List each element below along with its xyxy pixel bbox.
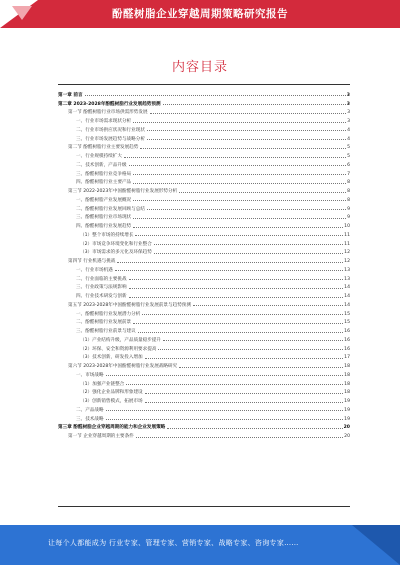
toc-leader-dots bbox=[193, 305, 343, 306]
toc-entry-title: 二、酚醛树脂行业发展回顾与总结 bbox=[76, 206, 145, 212]
toc-entry[interactable] bbox=[58, 185, 350, 194]
toc-entry[interactable] bbox=[58, 317, 350, 326]
toc-entry[interactable] bbox=[58, 177, 350, 186]
toc-entry-title: 一、市场战略 bbox=[76, 372, 104, 378]
toc-page-number: 8 bbox=[347, 189, 350, 194]
toc-leader-dots bbox=[147, 209, 346, 210]
toc-entry[interactable] bbox=[58, 133, 350, 142]
toc-page-number: 11 bbox=[344, 232, 350, 238]
toc-entry-title: 三、行业政策与法规影响 bbox=[76, 285, 127, 291]
header-bar bbox=[0, 0, 400, 28]
toc-page-number: 19 bbox=[344, 407, 350, 413]
toc-entry-title: 一、酚醛树脂产业发展概况 bbox=[76, 197, 132, 203]
toc-entry[interactable] bbox=[58, 264, 350, 273]
toc-entry-title: （1）产业结构升级，产品质量稳步提升 bbox=[80, 337, 162, 343]
toc-leader-dots bbox=[133, 183, 346, 184]
toc-leader-dots bbox=[106, 419, 344, 420]
toc-page-number: 16 bbox=[344, 337, 350, 343]
toc-entry[interactable] bbox=[58, 89, 350, 98]
toc-entry-title: 第一章 前言 bbox=[58, 92, 83, 98]
toc-entry-title: 二、行业市场供应状况和行业现状 bbox=[76, 127, 145, 133]
toc-leader-dots bbox=[154, 244, 343, 245]
toc-entry[interactable] bbox=[58, 360, 350, 369]
toc-leader-dots bbox=[147, 139, 346, 140]
toc-entry-title: （1）整个市场的持续增长 bbox=[80, 232, 134, 238]
toc-leader-dots bbox=[117, 262, 343, 263]
toc-heading: 内容目录 bbox=[171, 60, 228, 75]
toc-entry-title: 二、酚醛树脂行业发展前景 bbox=[76, 320, 132, 326]
footer-corner-decoration bbox=[352, 525, 400, 565]
toc-page-number: 13 bbox=[344, 267, 350, 273]
toc-entry[interactable] bbox=[58, 378, 350, 387]
toc-page-number: 5 bbox=[347, 154, 350, 159]
toc-entry-title: （2）强化企业品牌和形象建设 bbox=[80, 390, 143, 396]
toc-top-rule bbox=[58, 84, 350, 85]
toc-entry[interactable] bbox=[58, 299, 350, 308]
toc-page-number: 19 bbox=[344, 416, 350, 422]
toc-entry-title: 四、酚醛树脂行业主要产品 bbox=[76, 180, 132, 186]
toc-entry[interactable] bbox=[58, 229, 350, 238]
toc-entry[interactable] bbox=[58, 308, 350, 317]
toc-leader-dots bbox=[135, 235, 343, 236]
toc-leader-dots bbox=[136, 437, 343, 438]
toc-entry-title: （2）市场竞争环境变化和行业整合 bbox=[80, 241, 152, 247]
toc-page-number: 3 bbox=[346, 92, 350, 98]
toc-page-number: 9 bbox=[347, 215, 350, 221]
toc-leader-dots bbox=[179, 367, 343, 368]
toc-page-number: 4 bbox=[347, 127, 350, 133]
toc-entry-title: 第三章 酚醛树脂企业穿越周期的能力和企业发展策略 bbox=[58, 425, 166, 431]
footer-bar bbox=[0, 525, 400, 565]
toc-entry[interactable] bbox=[58, 273, 350, 282]
toc-leader-dots bbox=[179, 192, 346, 193]
toc-entry-title: （2）环保、安全和资源利用要求提高 bbox=[80, 346, 157, 352]
toc-entry-title: 第四节 行业机遇与挑战 bbox=[68, 259, 116, 264]
toc-entry[interactable] bbox=[58, 220, 350, 229]
toc-entry[interactable] bbox=[58, 395, 350, 404]
toc-entry[interactable] bbox=[58, 334, 350, 343]
toc-entry[interactable] bbox=[58, 369, 350, 378]
toc-entry[interactable] bbox=[58, 413, 350, 422]
toc-page-number: 13 bbox=[344, 276, 350, 282]
toc-leader-dots bbox=[145, 393, 343, 394]
toc-leader-dots bbox=[126, 384, 343, 385]
toc-entry[interactable] bbox=[58, 142, 350, 151]
toc-page-number: 3 bbox=[346, 101, 350, 107]
toc-page-number: 10 bbox=[344, 224, 350, 229]
toc-leader-dots bbox=[154, 253, 343, 254]
toc-entry-title: 四、行业技术研发与创新 bbox=[76, 294, 127, 299]
toc-leader-dots bbox=[140, 148, 346, 149]
toc-page-number: 20 bbox=[344, 434, 350, 439]
toc-page-number: 7 bbox=[347, 171, 350, 177]
toc-entry-title: 三、技术战略 bbox=[76, 416, 104, 422]
toc-leader-dots bbox=[163, 104, 346, 105]
toc-entry[interactable] bbox=[58, 159, 350, 168]
toc-leader-dots bbox=[133, 122, 346, 123]
toc-leader-dots bbox=[150, 113, 347, 114]
toc-entry[interactable] bbox=[58, 150, 350, 159]
toc-entry-title: 一、酚醛树脂行业发展潜力分析 bbox=[76, 311, 141, 317]
toc-bottom-rule bbox=[58, 506, 350, 507]
toc-page-number: 11 bbox=[344, 241, 350, 247]
toc-entry[interactable] bbox=[58, 282, 350, 291]
toc-entry-title: （3）技术创新，研发投入增加 bbox=[80, 355, 143, 361]
toc-page-number: 4 bbox=[347, 136, 350, 142]
toc-page-number: 9 bbox=[347, 206, 350, 212]
toc-leader-dots bbox=[133, 218, 346, 219]
toc-page-number: 8 bbox=[347, 197, 350, 203]
toc-entry[interactable] bbox=[58, 168, 350, 177]
toc-entry-title: 第二节 酚醛树脂行业主要发展趋势 bbox=[68, 145, 139, 151]
toc-leader-dots bbox=[158, 349, 343, 350]
toc-entry-title: 一、行业市场机遇 bbox=[76, 267, 113, 273]
toc-entry[interactable] bbox=[58, 352, 350, 361]
toc-leader-dots bbox=[115, 270, 343, 271]
toc-leader-dots bbox=[106, 375, 344, 376]
toc-page-number: 12 bbox=[344, 259, 350, 264]
toc-entry-title: 三、行业市场发展趋势与战略分析 bbox=[76, 136, 145, 142]
toc-entry[interactable] bbox=[58, 212, 350, 221]
toc-entry[interactable] bbox=[58, 238, 350, 247]
toc-leader-dots bbox=[163, 340, 343, 341]
toc-leader-dots bbox=[142, 314, 343, 315]
toc-leader-dots bbox=[133, 200, 346, 201]
toc-page-number: 18 bbox=[344, 364, 350, 369]
toc-entry[interactable] bbox=[58, 387, 350, 396]
toc-leader-dots bbox=[138, 332, 343, 333]
toc-entry[interactable] bbox=[58, 203, 350, 212]
toc-page-number: 14 bbox=[344, 294, 350, 299]
toc-entry[interactable] bbox=[58, 422, 350, 431]
toc-leader-dots bbox=[85, 95, 346, 96]
toc-page-number: 15 bbox=[344, 311, 350, 317]
toc-page-number: 14 bbox=[344, 302, 350, 308]
toc-page-number: 20 bbox=[343, 425, 350, 431]
toc-entry[interactable] bbox=[58, 247, 350, 256]
toc-leader-dots bbox=[129, 279, 344, 280]
toc-leader-dots bbox=[133, 323, 343, 324]
footer-slogan: 让每个人都能成为 行业专家、管理专家、营销专家、战略专家、咨询专家…… bbox=[48, 539, 299, 547]
toc-leader-dots bbox=[145, 402, 343, 403]
toc-page-number: 18 bbox=[344, 372, 350, 378]
toc-page-number: 3 bbox=[347, 119, 350, 124]
toc-leader-dots bbox=[129, 165, 347, 166]
toc-entry-title: 第五节 2023-2028年中国酚醛树脂行业发展前景与趋势预测 bbox=[68, 302, 191, 308]
toc-entry-title: 第一节 企业穿越周期的主要条件 bbox=[68, 434, 134, 439]
toc-leader-dots bbox=[167, 428, 342, 429]
report-title: 酚醛树脂企业穿越周期策略研究报告 bbox=[112, 8, 288, 20]
toc-page-number: 3 bbox=[347, 110, 350, 116]
toc-entry[interactable] bbox=[58, 325, 350, 334]
toc-page-number: 19 bbox=[344, 399, 350, 404]
toc-entry[interactable] bbox=[58, 255, 350, 264]
toc-leader-dots bbox=[145, 358, 343, 359]
toc-entry[interactable] bbox=[58, 430, 350, 439]
toc-leader-dots bbox=[133, 227, 343, 228]
toc-entry-title: 二、产品战略 bbox=[76, 407, 104, 413]
toc-leader-dots bbox=[147, 130, 346, 131]
toc-entry-title: （1）加强产业链整合 bbox=[80, 381, 125, 387]
toc-entry[interactable] bbox=[58, 107, 350, 116]
toc-page-number: 18 bbox=[344, 381, 350, 387]
toc-entry-title: 第三节 2022-2023年中国酚醛树脂行业发展形势分析 bbox=[68, 189, 178, 194]
toc-page-number: 14 bbox=[344, 285, 350, 291]
toc-entry-title: 第二章 2023-2028年酚醛树脂行业发展趋势预测 bbox=[58, 101, 161, 107]
toc-entry-title: 四、酚醛树脂行业发展趋势 bbox=[76, 224, 132, 229]
toc-leader-dots bbox=[124, 157, 346, 158]
toc-entry[interactable] bbox=[58, 290, 350, 299]
toc-leader-dots bbox=[106, 410, 344, 411]
toc-entry-title: （3）市场需求的多元化及环保趋势 bbox=[80, 250, 152, 256]
toc-entry[interactable] bbox=[58, 124, 350, 133]
toc-entry[interactable] bbox=[58, 194, 350, 203]
toc-entry-title: 第一节 酚醛树脂行业市场供需形势发展 bbox=[68, 110, 148, 116]
toc-leader-dots bbox=[129, 297, 344, 298]
toc-page-number: 16 bbox=[344, 329, 350, 334]
toc-entry-title: 二、技术创新，产品升级 bbox=[76, 162, 127, 168]
toc-entry-title: 三、酚醛树脂行业市场现状 bbox=[76, 215, 132, 221]
toc-page-number: 6 bbox=[347, 162, 350, 168]
toc-page-number: 17 bbox=[344, 355, 350, 361]
toc-entry[interactable] bbox=[58, 115, 350, 124]
table-of-contents bbox=[58, 89, 350, 439]
toc-entry[interactable] bbox=[58, 404, 350, 413]
toc-entry-title: （3）创新销售模式，拓展市场 bbox=[80, 399, 143, 404]
toc-entry-title: 一、行业市场需求现状分析 bbox=[76, 119, 132, 124]
toc-page-number: 18 bbox=[344, 390, 350, 396]
toc-leader-dots bbox=[133, 174, 346, 175]
toc-page-number: 8 bbox=[347, 180, 350, 186]
toc-entry-title: 第六节 2023-2028年中国酚醛树脂行业发展战略研究 bbox=[68, 364, 178, 369]
toc-leader-dots bbox=[129, 288, 344, 289]
toc-page-number: 16 bbox=[344, 346, 350, 352]
toc-entry[interactable] bbox=[58, 98, 350, 107]
toc-entry-title: 二、行业面临的主要挑战 bbox=[76, 276, 127, 282]
toc-entry-title: 三、酚醛树脂行业前景与建议 bbox=[76, 329, 136, 334]
toc-entry-title: 一、行业规模持续扩大 bbox=[76, 154, 122, 159]
toc-entry[interactable] bbox=[58, 343, 350, 352]
toc-entry-title: 三、酚醛树脂行业竞争格局 bbox=[76, 171, 132, 177]
toc-page-number: 15 bbox=[344, 320, 350, 326]
toc-page-number: 12 bbox=[344, 250, 350, 256]
toc-page-number: 5 bbox=[347, 145, 350, 151]
